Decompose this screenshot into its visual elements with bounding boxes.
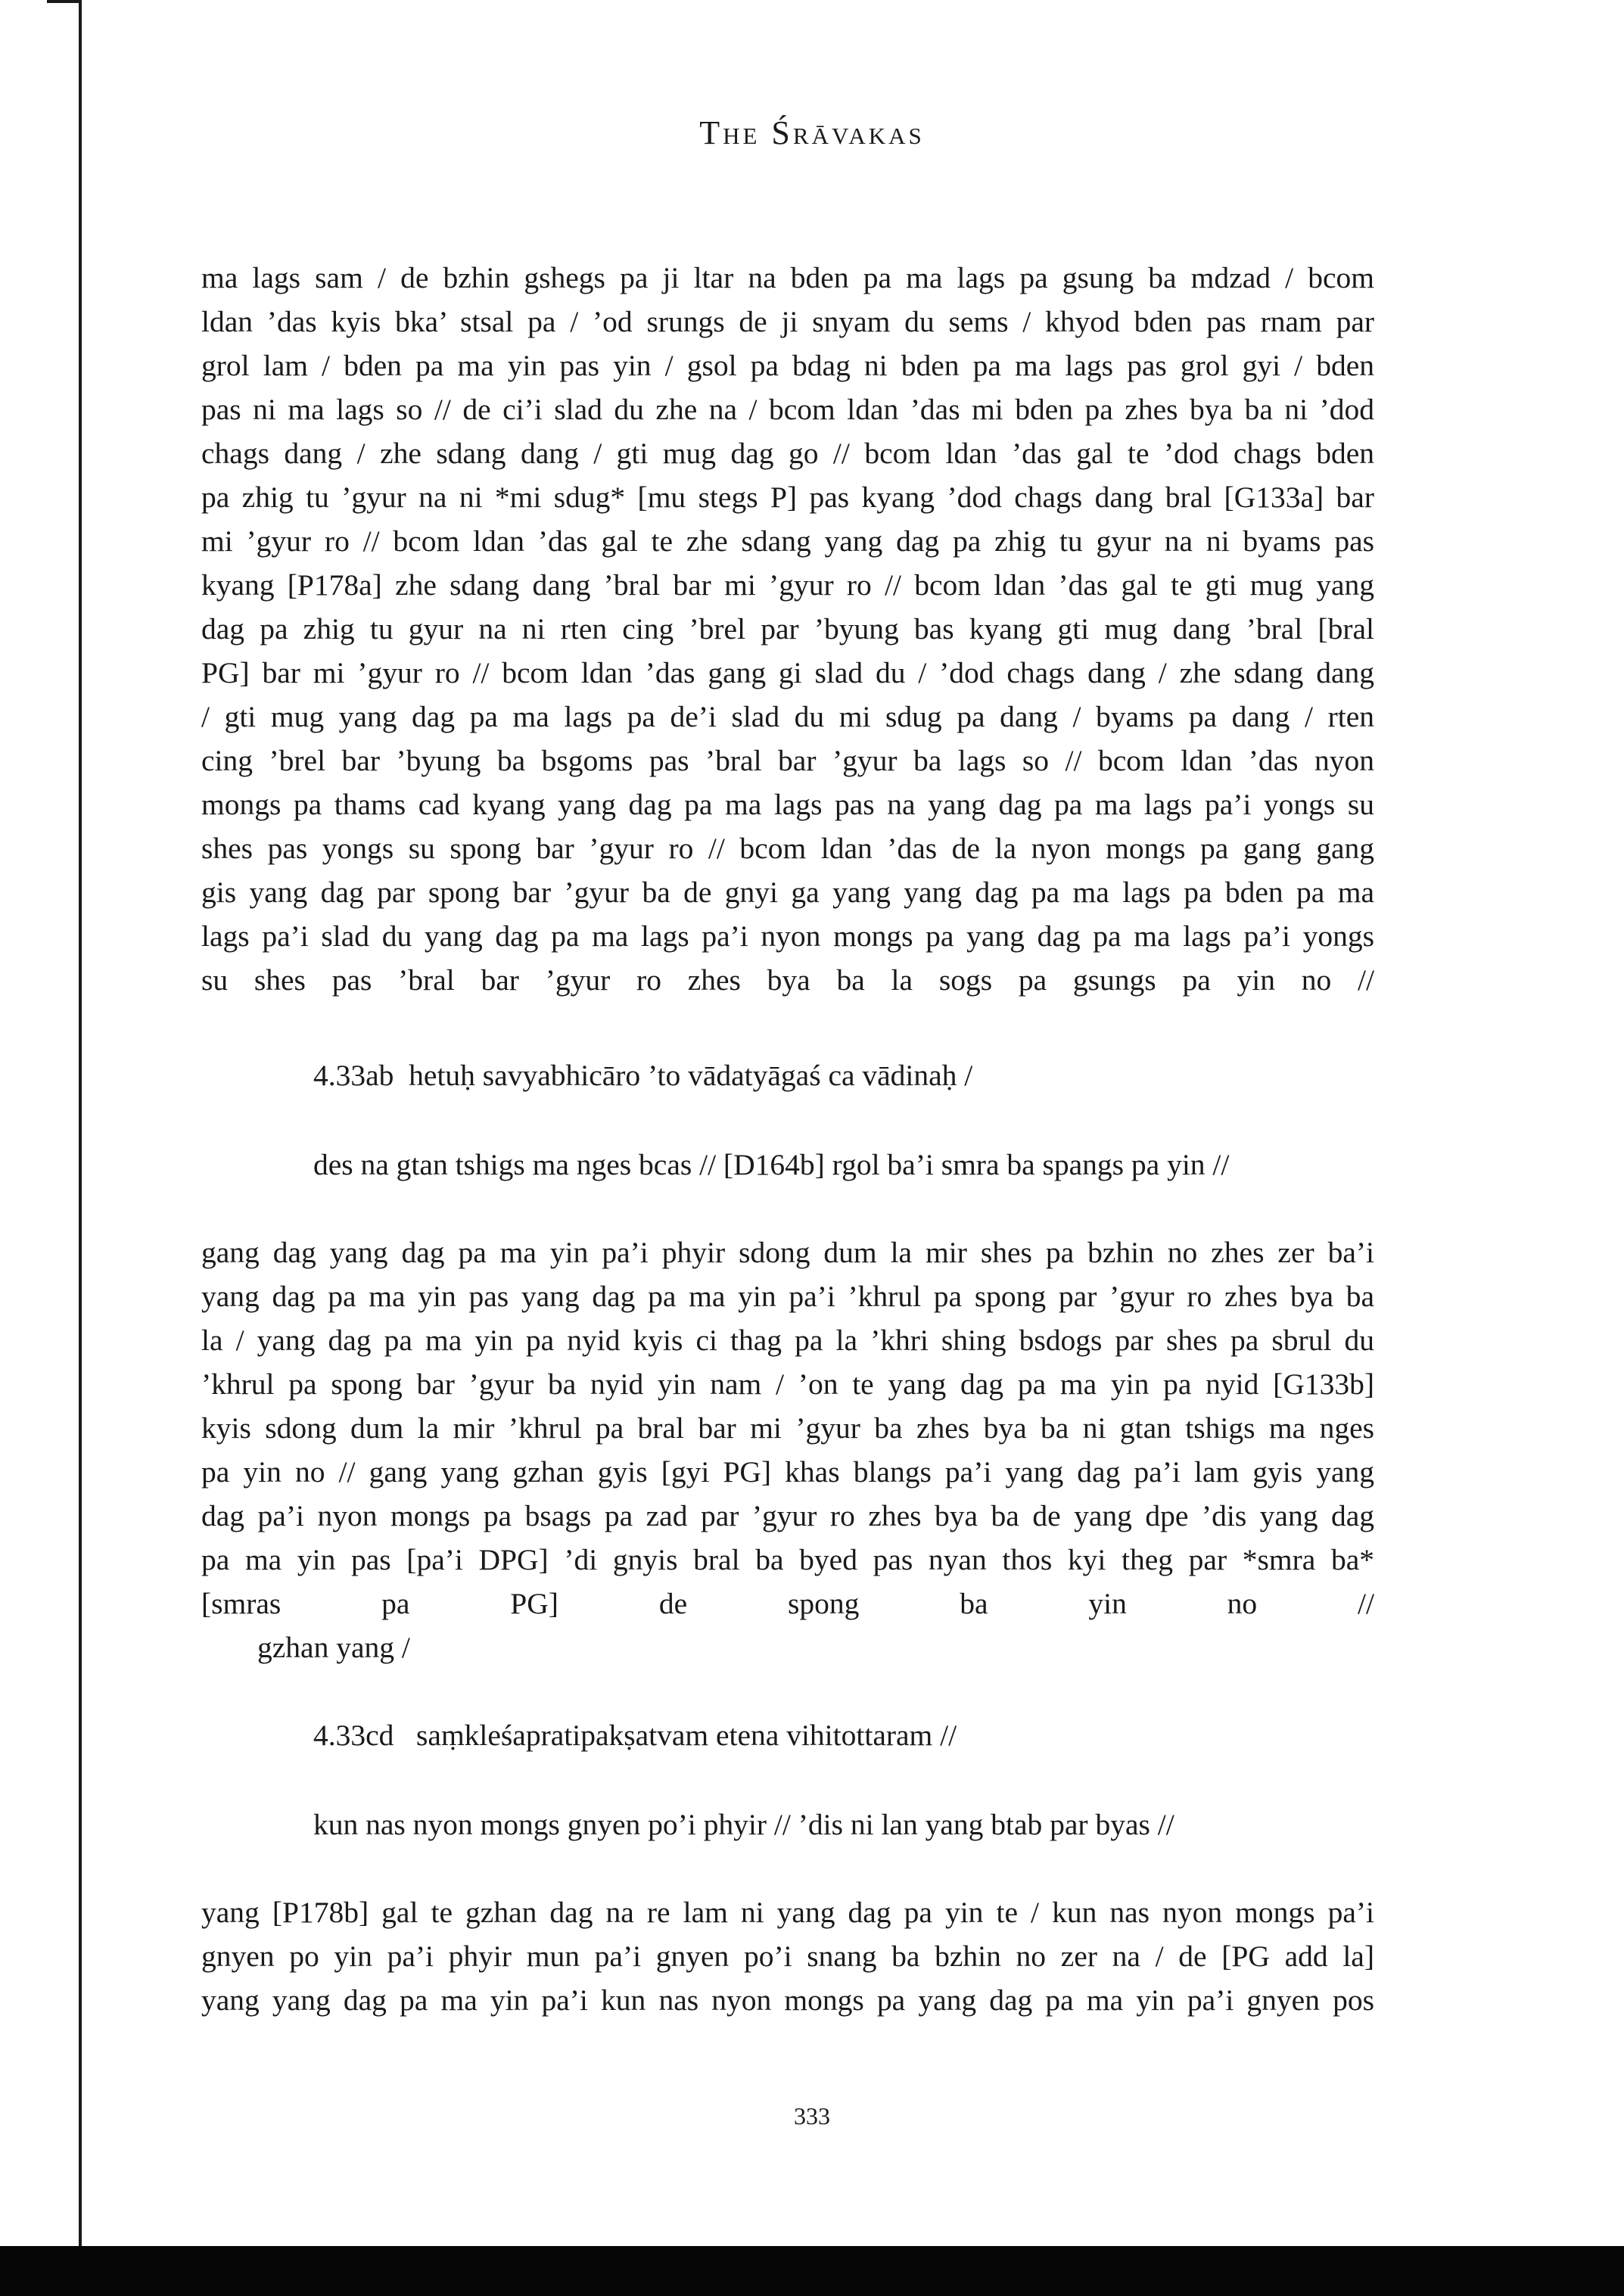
verse-text: saṃkleśapratipakṣatvam etena vihitottaram // xyxy=(416,1719,957,1752)
verse-tibetan-4-33ab: des na gtan tshigs ma nges bcas // [D164b] rgol ba’i smra ba spangs pa yin // xyxy=(313,1148,1230,1181)
binding-hook xyxy=(47,0,82,3)
text-line: kyis sdong dum la mir ’khrul pa bral bar mi ’gyur ba zhes bya ba ni gtan tshigs ma nges xyxy=(201,1411,1374,1445)
text-line: yang dag pa ma yin pas yang dag pa ma yin pa’i ’khrul pa spong par ’gyur ro zhes bya ba xyxy=(201,1280,1374,1313)
text-line: mi ’gyur ro // bcom ldan ’das gal te zhe sdang yang dag pa zhig tu gyur na ni byams pas xyxy=(201,524,1374,558)
text-line: gang dag yang dag pa ma yin pa’i phyir sdong dum la mir shes pa bzhin no zhes zer ba’i xyxy=(201,1236,1374,1269)
text-line: pa ma yin pas [pa’i DPG] ’di gnyis bral ba byed pas nyan thos kyi theg par *smra ba* xyxy=(201,1543,1374,1576)
verse-tibetan-4-33cd: kun nas nyon mongs gnyen po’i phyir // ’dis ni lan yang btab par byas // xyxy=(313,1808,1174,1841)
scan-bottom-band xyxy=(0,2246,1624,2296)
text-line: la / yang dag pa ma yin pa nyid kyis ci thag pa la ’khri shing bsdogs par shes pa sbrul du xyxy=(201,1324,1374,1357)
page-number: 333 xyxy=(794,2102,830,2130)
text-line: su shes pas ’bral bar ’gyur ro zhes bya ba la sogs pa gsungs pa yin no // xyxy=(201,963,1374,997)
verse-text: hetuḥ savyabhicāro ’to vādatyāgaś ca vādinaḥ / xyxy=(409,1059,973,1092)
text-line: gnyen po yin pa’i phyir mun pa’i gnyen po’i snang ba bzhin no zer na / de [PG add la] xyxy=(201,1940,1374,1973)
text-line: dag pa zhig tu gyur na ni rten cing ’brel par ’byung bas kyang gti mug dang ’bral [bral xyxy=(201,612,1374,646)
text-line: lags pa’i slad du yang dag pa ma lags pa’i nyon mongs pa yang dag pa ma lags pa’i yongs xyxy=(201,919,1374,953)
text-line: grol lam / bden pa ma yin pas yin / gsol pa bdag ni bden pa ma lags pas grol gyi / bden xyxy=(201,349,1374,382)
verse-label: 4.33cd xyxy=(313,1719,394,1752)
paragraph-2-tail: gzhan yang / xyxy=(257,1631,410,1664)
text-line: / gti mug yang dag pa ma lags pa de’i slad du mi sdug pa dang / byams pa dang / rten xyxy=(201,700,1374,733)
verse-label: 4.33ab xyxy=(313,1059,394,1092)
text-line: [smras pa PG] de spong ba yin no // xyxy=(201,1587,1374,1620)
text-line: cing ’brel bar ’byung ba bsgoms pas ’bral bar ’gyur ba lags so // bcom ldan ’das nyon xyxy=(201,744,1374,777)
paragraph-2 xyxy=(201,1230,1374,1626)
verse-sanskrit-4-33ab xyxy=(313,1053,972,1097)
binding-edge xyxy=(79,0,82,2251)
text-line: ’khrul pa spong bar ’gyur ba nyid yin nam / ’on te yang dag pa ma yin pa nyid [G133b] xyxy=(201,1367,1374,1401)
text-line: pa zhig tu ’gyur na ni *mi sdug* [mu stegs P] pas kyang ’dod chags dang bral [G133a] bar xyxy=(201,481,1374,514)
text-line: pa yin no // gang yang gzhan gyis [gyi PG] khas blangs pa’i yang dag pa’i lam gyis yang xyxy=(201,1455,1374,1489)
text-line: yang [P178b] gal te gzhan dag na re lam ni yang dag pa yin te / kun nas nyon mongs pa’i xyxy=(201,1896,1374,1929)
text-line: ldan ’das kyis bka’ stsal pa / ’od srungs de ji snyam du sems / khyod bden pas rnam par xyxy=(201,305,1374,338)
paragraph-1 xyxy=(201,256,1374,1002)
text-line: dag pa’i nyon mongs pa bsags pa zad par ’gyur ro zhes bya ba de yang dpe ’dis yang dag xyxy=(201,1499,1374,1532)
paragraph-3 xyxy=(201,1890,1374,2022)
verse-sanskrit-4-33cd xyxy=(313,1713,957,1757)
text-line: kyang [P178a] zhe sdang dang ’bral bar mi ’gyur ro // bcom ldan ’das gal te gti mug yang xyxy=(201,568,1374,602)
text-line: gis yang dag par spong bar ’gyur ba de gnyi ga yang yang dag pa ma lags pa bden pa ma xyxy=(201,876,1374,909)
text-line: yang yang dag pa ma yin pa’i kun nas nyon mongs pa yang dag pa ma yin pa’i gnyen pos xyxy=(201,1983,1374,2017)
text-line: mongs pa thams cad kyang yang dag pa ma lags pas na yang dag pa ma lags pa’i yongs su xyxy=(201,788,1374,821)
text-line: shes pas yongs su spong bar ’gyur ro // bcom ldan ’das de la nyon mongs pa gang gang xyxy=(201,832,1374,865)
running-head: The Śrāvakas xyxy=(699,114,925,151)
text-line: PG] bar mi ’gyur ro // bcom ldan ’das gang gi slad du / ’dod chags dang / zhe sdang dang xyxy=(201,656,1374,689)
text-line: chags dang / zhe sdang dang / gti mug dag go // bcom ldan ’das gal te ’dod chags bden xyxy=(201,437,1374,470)
text-line: ma lags sam / de bzhin gshegs pa ji ltar na bden pa ma lags pa gsung ba mdzad / bcom xyxy=(201,261,1374,294)
text-line: pas ni ma lags so // de ci’i slad du zhe na / bcom ldan ’das mi bden pa zhes bya ba ni ’dod xyxy=(201,393,1374,426)
